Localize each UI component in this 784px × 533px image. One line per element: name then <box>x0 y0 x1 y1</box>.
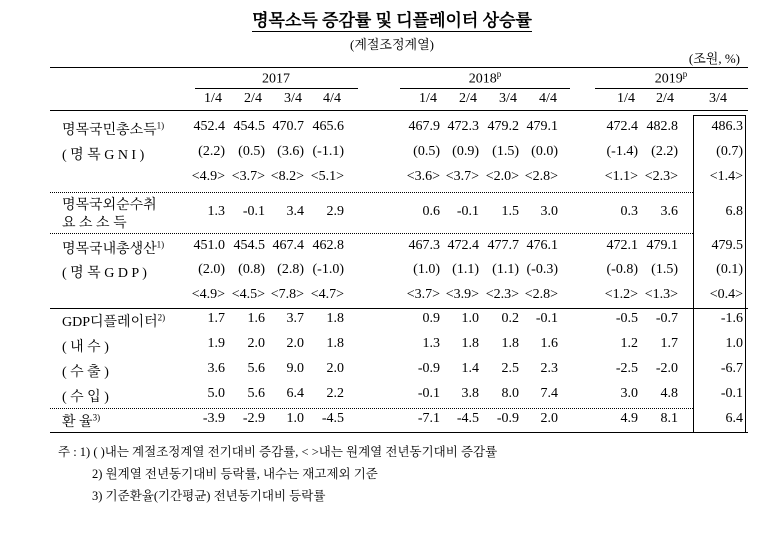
bottom-rule <box>50 432 748 433</box>
year-label: 2018 <box>468 71 497 87</box>
quarter-header: 3/4 <box>284 91 302 106</box>
row-label-text: ( 내 수 ) <box>62 340 109 355</box>
footnote-mark: 3) <box>92 412 101 423</box>
row-label <box>62 386 109 406</box>
table-cell: (0.0) <box>531 144 558 159</box>
table-cell: 3.6 <box>207 361 225 376</box>
table-cell: -0.1 <box>456 204 479 219</box>
row-label-text: 환 율 <box>62 415 93 430</box>
table-cell: 465.6 <box>312 119 344 134</box>
table-cell: 3.8 <box>461 386 479 401</box>
table-cell: 454.5 <box>233 238 265 253</box>
table-cell: 1.9 <box>207 336 225 351</box>
table-cell: -6.7 <box>720 361 743 376</box>
table-cell: (0.9) <box>452 144 479 159</box>
table-cell: <7.8> <box>270 287 304 302</box>
table-cell: <4.5> <box>231 287 265 302</box>
title-text: 명목소득 증감률 및 디플레이터 상승률 <box>252 11 532 30</box>
table-cell: 5.0 <box>207 386 225 401</box>
row-label-text: ( 수 출 ) <box>62 365 109 380</box>
table-cell: 2.0 <box>540 411 558 426</box>
table-cell: (2.8) <box>277 262 304 277</box>
table-cell: 470.7 <box>272 119 304 134</box>
table-cell: (1.5) <box>651 262 678 277</box>
table-cell: -4.5 <box>321 411 344 426</box>
table-cell: -0.1 <box>242 204 265 219</box>
year-2018-rule <box>400 88 570 89</box>
table-cell: 1.6 <box>247 311 265 326</box>
table-cell: <4.7> <box>310 287 344 302</box>
row-label <box>62 194 157 214</box>
table-cell: <3.7> <box>406 287 440 302</box>
table-cell: (2.2) <box>651 144 678 159</box>
quarter-header: 3/4 <box>709 91 727 106</box>
table-cell: (3.6) <box>277 144 304 159</box>
table-cell: 1.8 <box>501 336 519 351</box>
table-cell: -0.1 <box>535 311 558 326</box>
table-cell: 2.2 <box>326 386 344 401</box>
table-cell: <5.1> <box>310 169 344 184</box>
footnote-mark: 2) <box>157 312 166 323</box>
table-cell: 2.5 <box>501 361 519 376</box>
table-cell: 1.7 <box>660 336 678 351</box>
table-cell: <0.4> <box>709 287 743 302</box>
table-cell: 6.4 <box>725 411 743 426</box>
table-cell: <2.8> <box>524 287 558 302</box>
row-label <box>62 336 109 356</box>
note-2: 2) 원계열 전년동기대비 등락률, 내수는 재고제외 기준 <box>92 467 378 481</box>
table-cell: 2.0 <box>286 336 304 351</box>
quarter-header: 3/4 <box>499 91 517 106</box>
table-cell: <2.3> <box>485 287 519 302</box>
divider <box>50 308 748 309</box>
table-cell: 479.1 <box>646 238 678 253</box>
preliminary-mark: p <box>682 69 688 79</box>
row-label <box>62 411 100 431</box>
table-cell: 6.8 <box>725 204 743 219</box>
table-cell: (1.1) <box>452 262 479 277</box>
quarter-header: 1/4 <box>617 91 635 106</box>
year-2017-rule <box>195 88 358 89</box>
quarter-header: 4/4 <box>323 91 341 106</box>
table-cell: (0.1) <box>716 262 743 277</box>
highlight-box-left <box>693 115 694 432</box>
table-cell: 472.3 <box>447 119 479 134</box>
table-cell: (-1.1) <box>312 144 344 159</box>
table-cell: 3.7 <box>286 311 304 326</box>
table-cell: -7.1 <box>417 411 440 426</box>
row-label-text: ( 명 목 G N I ) <box>62 148 145 163</box>
table-cell: 452.4 <box>193 119 225 134</box>
divider <box>50 192 693 193</box>
table-cell: 1.7 <box>207 311 225 326</box>
quarter-header: 1/4 <box>204 91 222 106</box>
table-cell: 3.6 <box>660 204 678 219</box>
table-cell: -0.1 <box>720 386 743 401</box>
table-cell: -0.1 <box>417 386 440 401</box>
divider <box>50 233 693 234</box>
table-cell: -4.5 <box>456 411 479 426</box>
table-cell: 1.0 <box>461 311 479 326</box>
table-cell: <3.9> <box>445 287 479 302</box>
table-cell: 467.3 <box>408 238 440 253</box>
year-header <box>469 69 502 88</box>
table-cell: 454.5 <box>233 119 265 134</box>
table-cell: (-1.4) <box>606 144 638 159</box>
highlight-box-right <box>745 115 746 432</box>
table-cell: 477.7 <box>487 238 519 253</box>
row-label-text: ( 수 입 ) <box>62 390 109 405</box>
quarter-header: 2/4 <box>244 91 262 106</box>
table-cell: 8.0 <box>501 386 519 401</box>
table-cell: 0.6 <box>422 204 440 219</box>
divider <box>50 408 693 409</box>
table-cell: (1.5) <box>492 144 519 159</box>
table-cell: 7.4 <box>540 386 558 401</box>
table-cell: 1.4 <box>461 361 479 376</box>
table-cell: 472.4 <box>447 238 479 253</box>
quarter-header: 1/4 <box>419 91 437 106</box>
preliminary-mark: p <box>496 69 502 79</box>
table-cell: 1.8 <box>326 311 344 326</box>
row-label-text: 명목국외순수취 <box>62 198 157 213</box>
table-cell: <4.9> <box>191 287 225 302</box>
year-2019-rule <box>595 88 748 89</box>
table-cell: 1.3 <box>207 204 225 219</box>
table-cell: 1.0 <box>725 336 743 351</box>
table-cell: <2.8> <box>524 169 558 184</box>
page-title <box>0 6 784 31</box>
top-rule <box>50 67 748 68</box>
table-cell: 2.0 <box>326 361 344 376</box>
table-cell: 6.4 <box>286 386 304 401</box>
table-cell: (0.7) <box>716 144 743 159</box>
table-cell: <4.9> <box>191 169 225 184</box>
table-cell: 479.1 <box>526 119 558 134</box>
table-cell: 1.2 <box>620 336 638 351</box>
table-cell: 472.4 <box>606 119 638 134</box>
row-label-text: GDP디플레이터 <box>62 315 158 330</box>
table-cell: -2.9 <box>242 411 265 426</box>
table-cell: -2.0 <box>655 361 678 376</box>
subtitle: (계절조정계열) <box>349 37 434 52</box>
table-cell: (-1.0) <box>312 262 344 277</box>
note-3: 3) 기준환율(기간평균) 전년동기대비 등락률 <box>92 489 326 503</box>
table-cell: 0.3 <box>620 204 638 219</box>
row-label <box>62 119 164 139</box>
table-cell: <3.7> <box>445 169 479 184</box>
table-cell: (1.1) <box>492 262 519 277</box>
table-cell: 5.6 <box>247 386 265 401</box>
table-cell: 1.6 <box>540 336 558 351</box>
table-cell: 482.8 <box>646 119 678 134</box>
year-label: 2019 <box>654 71 683 87</box>
table-cell: 467.9 <box>408 119 440 134</box>
table-cell: 4.8 <box>660 386 678 401</box>
table-cell: <1.2> <box>604 287 638 302</box>
table-cell: 486.3 <box>711 119 743 134</box>
quarter-header: 2/4 <box>459 91 477 106</box>
table-cell: 1.3 <box>422 336 440 351</box>
table-cell: (2.2) <box>198 144 225 159</box>
row-label-text: 명목국민총소득 <box>62 123 157 138</box>
table-cell: <8.2> <box>270 169 304 184</box>
table-cell: 476.1 <box>526 238 558 253</box>
table-cell: (0.5) <box>238 144 265 159</box>
table-cell: -2.5 <box>615 361 638 376</box>
row-label-text: ( 명 목 G D P ) <box>62 266 147 281</box>
footnote-mark: 1) <box>156 120 165 131</box>
row-label <box>62 311 165 331</box>
table-cell: 1.5 <box>501 204 519 219</box>
table-cell: 5.6 <box>247 361 265 376</box>
year-label: 2017 <box>262 71 290 87</box>
table-cell: (-0.8) <box>606 262 638 277</box>
table-cell: <1.1> <box>604 169 638 184</box>
table-cell: 8.1 <box>660 411 678 426</box>
table-cell: 1.8 <box>461 336 479 351</box>
row-label <box>62 361 109 381</box>
table-cell: 3.4 <box>286 204 304 219</box>
table-cell: -0.9 <box>496 411 519 426</box>
quarter-header: 4/4 <box>539 91 557 106</box>
table-cell: 4.9 <box>620 411 638 426</box>
table-cell: -3.9 <box>202 411 225 426</box>
year-header <box>655 69 688 88</box>
table-cell: 2.3 <box>540 361 558 376</box>
row-label <box>62 262 147 282</box>
table-cell: 9.0 <box>286 361 304 376</box>
table-cell: 462.8 <box>312 238 344 253</box>
table-cell: 2.9 <box>326 204 344 219</box>
table-cell: 2.0 <box>247 336 265 351</box>
quarter-header: 2/4 <box>656 91 674 106</box>
table-cell: 1.8 <box>326 336 344 351</box>
row-label <box>62 238 164 258</box>
table-cell: (0.8) <box>238 262 265 277</box>
table-cell: 0.2 <box>501 311 519 326</box>
table-cell: -0.7 <box>655 311 678 326</box>
table-cell: -1.6 <box>720 311 743 326</box>
table-cell: 0.9 <box>422 311 440 326</box>
year-header <box>262 69 290 88</box>
table-cell: (1.0) <box>413 262 440 277</box>
row-label <box>62 144 144 164</box>
table-cell: <1.3> <box>644 287 678 302</box>
note-1: 주 : 1) ( )내는 계절조정계열 전기대비 증감률, < >내는 원계열 전년동기대비 증감률 <box>58 445 498 459</box>
table-cell: 479.5 <box>711 238 743 253</box>
table-cell: <1.4> <box>709 169 743 184</box>
footnote-mark: 1) <box>156 239 165 250</box>
table-cell: 3.0 <box>540 204 558 219</box>
table-cell: (0.5) <box>413 144 440 159</box>
table-cell: 1.0 <box>286 411 304 426</box>
table-cell: 467.4 <box>272 238 304 253</box>
table-cell: <2.0> <box>485 169 519 184</box>
table-cell: <2.3> <box>644 169 678 184</box>
table-cell: 451.0 <box>193 238 225 253</box>
table-cell: (2.0) <box>198 262 225 277</box>
row-label-text: 명목국내총생산 <box>62 242 157 257</box>
table-cell: -0.5 <box>615 311 638 326</box>
highlight-box-top <box>693 115 745 116</box>
table-cell: (-0.3) <box>526 262 558 277</box>
table-cell: 479.2 <box>487 119 519 134</box>
row-label-line2: 요 소 소 득 <box>62 216 127 231</box>
table-cell: <3.7> <box>231 169 265 184</box>
header-rule <box>50 110 748 111</box>
table-cell: -0.9 <box>417 361 440 376</box>
table-cell: 3.0 <box>620 386 638 401</box>
table-cell: 472.1 <box>606 238 638 253</box>
table-cell: <3.6> <box>406 169 440 184</box>
unit-label: (조원, %) <box>688 51 740 66</box>
